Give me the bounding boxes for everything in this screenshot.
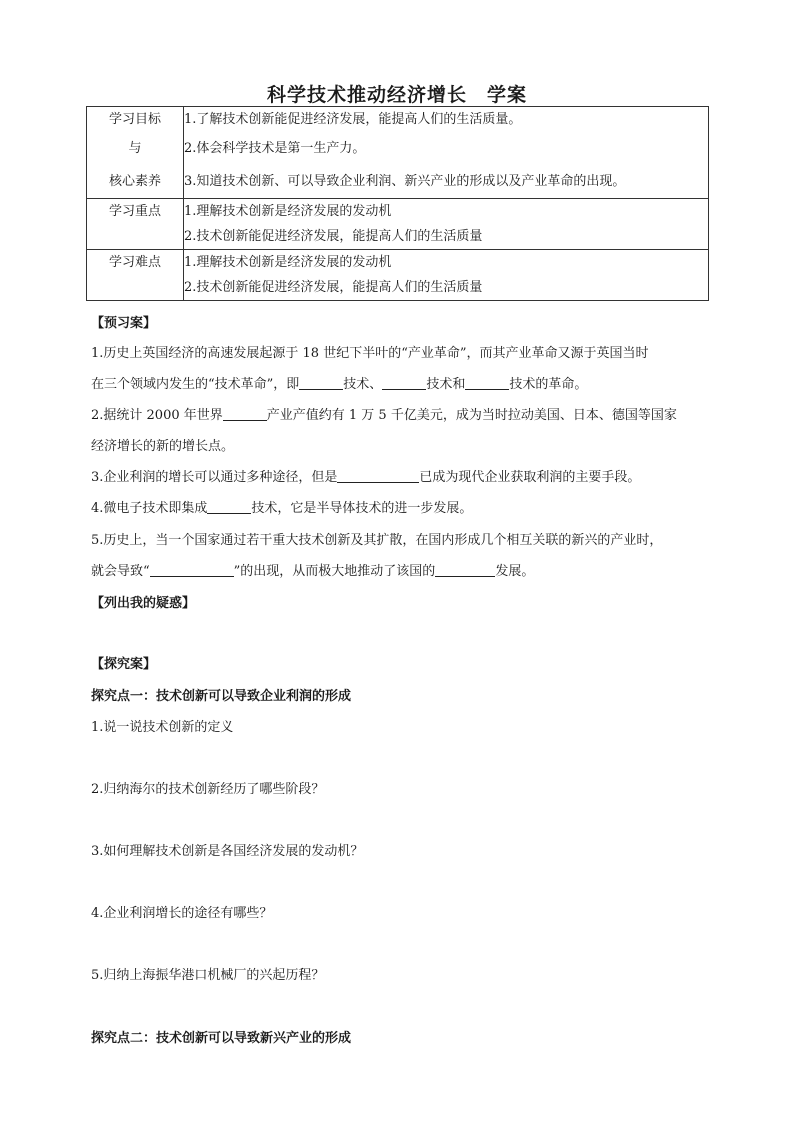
answer-blank[interactable] (465, 375, 509, 390)
q4-text: 4.微电子技术即集成 (91, 501, 208, 516)
answer-blank[interactable] (382, 375, 426, 390)
content-cell-goals (184, 107, 709, 199)
preview-question-4 (91, 497, 472, 516)
key-point-item: 2.技术创新能促进经济发展，能提高人们的生活质量 (184, 229, 483, 244)
answer-blank[interactable] (337, 468, 419, 483)
explore-question: 1.说一说技术创新的定义 (91, 720, 234, 735)
answer-blank[interactable] (435, 562, 495, 577)
q2-text: 2.据统计 2000 年世界 (91, 408, 223, 423)
goal-label-line: 学习目标 (108, 112, 161, 127)
difficulties-label: 学习难点 (108, 255, 161, 270)
goal-item: 3.知道技术创新、可以导致企业利润、新兴产业的形成以及产业革命的出现。 (184, 174, 626, 189)
label-cell-difficulties (87, 250, 184, 301)
q5-text: ”的出现，从而极大地推动了该国的 (233, 564, 436, 579)
explore-point-1: 探究点一：技术创新可以导致企业利润的形成 (91, 689, 352, 704)
difficulty-item: 1.理解技术创新是经济发展的发动机 (184, 255, 392, 270)
preview-question-5-line-1 (91, 529, 662, 548)
explore-question: 5.归纳上海振华港口机械厂的兴起历程？ (91, 968, 325, 983)
preview-question-1-line-2 (91, 373, 587, 392)
preview-question-5-line-2 (91, 560, 534, 579)
explore-question: 3.如何理解技术创新是各国经济发展的发动机？ (91, 844, 364, 859)
q1-text: 技术的革命。 (509, 377, 588, 392)
q3-text: 已成为现代企业获取利润的主要手段。 (419, 470, 641, 485)
q4-text: 技术，它是半导体技术的进一步发展。 (251, 501, 473, 516)
content-cell-difficulties (184, 250, 709, 301)
q5-text: 就会导致“ (91, 564, 150, 579)
preview-question-3 (91, 466, 640, 485)
explore-question: 4.企业利润增长的途径有哪些？ (91, 906, 273, 921)
q1-text: 1.历史上英国经济的高速发展起源于 18 世纪下半叶的“产业革命”，而其产业革命又源于英国当时 (91, 346, 649, 361)
q1-text: 在三个领域内发生的“技术革命”，即 (91, 377, 300, 392)
answer-blank[interactable] (150, 562, 234, 577)
label-cell-key-points (87, 199, 184, 250)
explore-question: 2.归纳海尔的技术创新经历了哪些阶段？ (91, 782, 325, 797)
q3-text: 3.企业利润的增长可以通过多种途径，但是 (91, 470, 338, 485)
q1-text: 技术、 (343, 377, 383, 392)
preview-question-2-line-1 (91, 404, 677, 423)
table-row-difficulties (87, 250, 709, 301)
goal-item: 1.了解技术创新能促进经济发展，能提高人们的生活质量。 (184, 112, 522, 127)
q2-text: 经济增长的新的增长点。 (91, 439, 235, 454)
doubts-heading: 【列出我的疑惑】 (91, 596, 196, 611)
explore-point-2: 探究点二：技术创新可以导致新兴产业的形成 (91, 1031, 352, 1046)
q1-text: 技术和 (426, 377, 466, 392)
answer-blank[interactable] (223, 406, 267, 421)
label-cell-goals (87, 107, 184, 199)
table-row-key-points (87, 199, 709, 250)
difficulty-item: 2.技术创新能促进经济发展，能提高人们的生活质量 (184, 280, 483, 295)
goals-table (86, 106, 709, 301)
goal-item: 2.体会科学技术是第一生产力。 (184, 141, 366, 156)
goal-label-line: 核心素养 (108, 174, 161, 189)
q2-text: 产业产值约有 1 万 5 千亿美元，成为当时拉动美国、日本、德国等国家 (266, 408, 677, 423)
preview-question-2-line-2 (91, 435, 234, 454)
preview-heading: 【预习案】 (91, 316, 157, 331)
table-row-goals (87, 107, 709, 199)
goal-label-line: 与 (128, 141, 142, 156)
explore-heading: 【探究案】 (91, 657, 157, 672)
q5-text: 5.历史上，当一个国家通过若干重大技术创新及其扩散，在国内形成几个相互关联的新兴的产业时， (91, 533, 663, 548)
page-title: 科学技术推动经济增长 学案 (266, 84, 527, 106)
q5-text: 发展。 (495, 564, 535, 579)
answer-blank[interactable] (299, 375, 343, 390)
answer-blank[interactable] (207, 499, 251, 514)
key-points-label: 学习重点 (108, 204, 161, 219)
key-point-item: 1.理解技术创新是经济发展的发动机 (184, 204, 392, 219)
preview-question-1-line-1 (91, 342, 649, 361)
content-cell-key-points (184, 199, 709, 250)
